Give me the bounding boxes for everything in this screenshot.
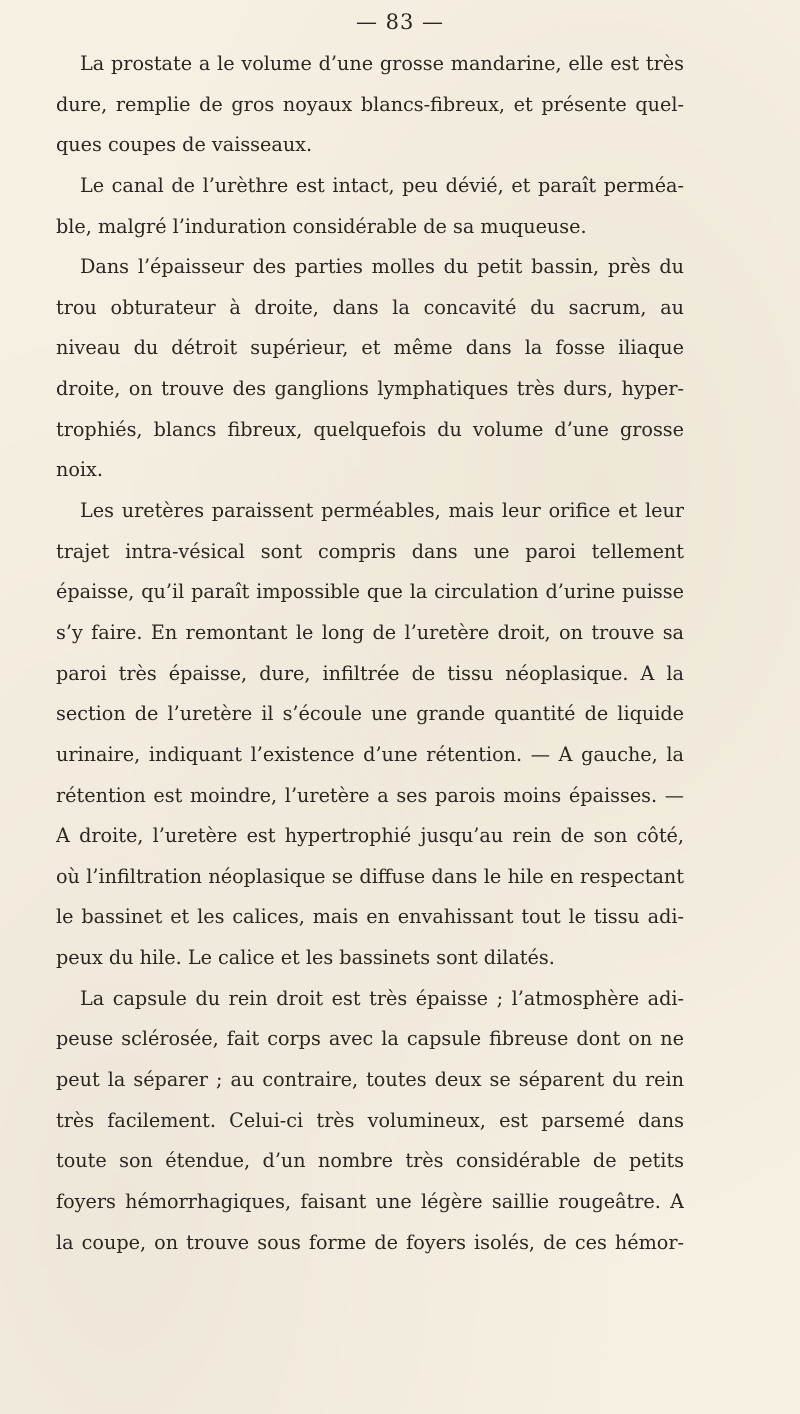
text-line: A droite, l’uretère est hypertrophié jusqu’au rein de son côté, (56, 824, 684, 848)
text-line: toute son étendue, d’un nombre très considérable de petits (56, 1149, 684, 1173)
paragraph-1 (56, 44, 684, 166)
text-line: urinaire, indiquant l’existence d’une rétention. — A gauche, la (56, 742, 684, 766)
text-line: noix. (56, 458, 103, 482)
text-line: peut la séparer ; au contraire, toutes deux se séparent du rein (56, 1068, 684, 1092)
text-line: trou obturateur à droite, dans la concavité du sacrum, au (56, 295, 684, 319)
text-line: dure, remplie de gros noyaux blancs-fibreux, et présente quel- (56, 92, 684, 116)
text-line: trophiés, blancs fibreux, quelquefois du volume d’une grosse (56, 417, 684, 441)
paragraph-5 (56, 979, 684, 1263)
text-line: épaisse, qu’il paraît impossible que la circulation d’urine puisse (56, 580, 684, 604)
text-line: rétention est moindre, l’uretère a ses parois moins épaisses. — (56, 783, 684, 807)
text-line: Le canal de l’urèthre est intact, peu dévié, et paraît perméa- (80, 173, 684, 197)
text-line: niveau du détroit supérieur, et même dans la fosse iliaque (56, 336, 684, 360)
text-line: trajet intra-vésical sont compris dans une paroi tellement (56, 539, 684, 563)
paragraph-3 (56, 247, 684, 491)
text-line: Les uretères paraissent perméables, mais leur orifice et leur (80, 499, 684, 523)
text-line: la coupe, on trouve sous forme de foyers isolés, de ces hémor- (56, 1230, 684, 1254)
text-line: paroi très épaisse, dure, infiltrée de tissu néoplasique. A la (56, 661, 684, 685)
text-line: peuse sclérosée, fait corps avec la capsule fibreuse dont on ne (56, 1027, 684, 1051)
text-line: La capsule du rein droit est très épaisse ; l’atmosphère adi- (80, 986, 684, 1010)
text-line: très facilement. Celui-ci très volumineux, est parsemé dans (56, 1108, 684, 1132)
text-line: Dans l’épaisseur des parties molles du petit bassin, près du (80, 255, 684, 279)
text-line: foyers hémorrhagiques, faisant une légère saillie rougeâtre. A (56, 1189, 684, 1213)
text-line: s’y faire. En remontant le long de l’uretère droit, on trouve sa (56, 620, 684, 644)
text-line: ques coupes de vaisseaux. (56, 133, 313, 157)
body-text (56, 44, 684, 1263)
text-line: peux du hile. Le calice et les bassinets sont dilatés. (56, 946, 555, 970)
text-line: La prostate a le volume d’une grosse mandarine, elle est très (80, 52, 684, 75)
text-line: où l’infiltration néoplasique se diffuse dans le hile en respectant (56, 864, 684, 888)
text-line: le bassinet et les calices, mais en envahissant tout le tissu adi- (56, 905, 684, 929)
text-line: section de l’uretère il s’écoule une grande quantité de liquide (56, 702, 684, 726)
paragraph-4 (56, 491, 684, 979)
text-line: ble, malgré l’induration considérable de sa muqueuse. (56, 214, 587, 238)
text-line: droite, on trouve des ganglions lymphatiques très durs, hyper- (56, 377, 684, 401)
paragraph-2 (56, 166, 684, 247)
page-number: — 83 — (355, 10, 445, 34)
